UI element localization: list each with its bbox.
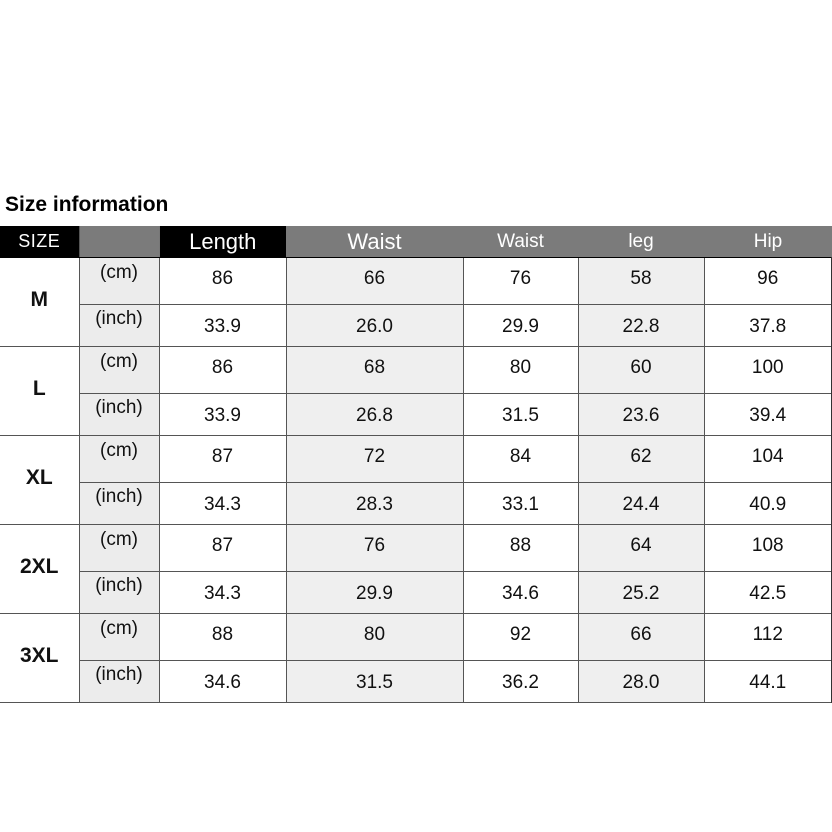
length-cm-value: 87: [159, 525, 286, 572]
size-table: [0, 226, 832, 703]
waist-inch-value: 31.5: [286, 661, 463, 703]
leg-cm-value: 64: [578, 525, 704, 572]
table-header-row: [0, 226, 832, 258]
waist-2-cm-value: 76: [463, 258, 578, 305]
length-inch-value: 33.9: [159, 394, 286, 436]
waist-inch-value: 26.8: [286, 394, 463, 436]
hip-column-header: Hip: [704, 226, 832, 258]
table-row: [0, 661, 832, 703]
size-label: 2XL: [0, 525, 79, 614]
hip-cm-value: 100: [704, 347, 832, 394]
hip-inch-value: 42.5: [704, 572, 832, 614]
leg-inch-value: 25.2: [578, 572, 704, 614]
unit-label-inch: (inch): [79, 394, 159, 436]
waist-cm-value: 76: [286, 525, 463, 572]
leg-column-header: leg: [578, 226, 704, 258]
waist-column-header-2: Waist: [463, 226, 578, 258]
length-cm-value: 87: [159, 436, 286, 483]
hip-inch-value: 44.1: [704, 661, 832, 703]
hip-cm-value: 96: [704, 258, 832, 305]
size-label: XL: [0, 436, 79, 525]
length-inch-value: 34.6: [159, 661, 286, 703]
waist-inch-value: 29.9: [286, 572, 463, 614]
waist-2-inch-value: 36.2: [463, 661, 578, 703]
size-table-body: [0, 258, 832, 703]
hip-inch-value: 40.9: [704, 483, 832, 525]
table-row: [0, 483, 832, 525]
unit-label-cm: (cm): [79, 347, 159, 394]
table-row: [0, 394, 832, 436]
waist-inch-value: 26.0: [286, 305, 463, 347]
waist-cm-value: 68: [286, 347, 463, 394]
length-cm-value: 88: [159, 614, 286, 661]
table-row: [0, 572, 832, 614]
leg-cm-value: 62: [578, 436, 704, 483]
leg-cm-value: 58: [578, 258, 704, 305]
table-row: [0, 525, 832, 572]
size-label: 3XL: [0, 614, 79, 703]
waist-cm-value: 72: [286, 436, 463, 483]
waist-2-cm-value: 84: [463, 436, 578, 483]
leg-cm-value: 66: [578, 614, 704, 661]
hip-cm-value: 104: [704, 436, 832, 483]
table-row: [0, 614, 832, 661]
waist-2-inch-value: 33.1: [463, 483, 578, 525]
unit-column-header: [79, 226, 159, 258]
hip-cm-value: 108: [704, 525, 832, 572]
leg-cm-value: 60: [578, 347, 704, 394]
table-row: [0, 258, 832, 305]
unit-label-cm: (cm): [79, 436, 159, 483]
waist-2-cm-value: 92: [463, 614, 578, 661]
waist-column-header: Waist: [286, 226, 463, 258]
hip-inch-value: 37.8: [704, 305, 832, 347]
unit-label-inch: (inch): [79, 572, 159, 614]
leg-inch-value: 28.0: [578, 661, 704, 703]
table-row: [0, 347, 832, 394]
waist-inch-value: 28.3: [286, 483, 463, 525]
length-column-header: Length: [159, 226, 286, 258]
waist-cm-value: 80: [286, 614, 463, 661]
unit-label-cm: (cm): [79, 258, 159, 305]
length-cm-value: 86: [159, 258, 286, 305]
unit-label-inch: (inch): [79, 305, 159, 347]
size-label: L: [0, 347, 79, 436]
hip-inch-value: 39.4: [704, 394, 832, 436]
table-row: [0, 436, 832, 483]
waist-2-inch-value: 34.6: [463, 572, 578, 614]
unit-label-cm: (cm): [79, 614, 159, 661]
length-inch-value: 34.3: [159, 483, 286, 525]
waist-2-cm-value: 80: [463, 347, 578, 394]
leg-inch-value: 24.4: [578, 483, 704, 525]
waist-2-cm-value: 88: [463, 525, 578, 572]
length-cm-value: 86: [159, 347, 286, 394]
length-inch-value: 34.3: [159, 572, 286, 614]
unit-label-cm: (cm): [79, 525, 159, 572]
page-title: Size information: [5, 193, 169, 216]
waist-cm-value: 66: [286, 258, 463, 305]
waist-2-inch-value: 31.5: [463, 394, 578, 436]
leg-inch-value: 22.8: [578, 305, 704, 347]
unit-label-inch: (inch): [79, 483, 159, 525]
hip-cm-value: 112: [704, 614, 832, 661]
unit-label-inch: (inch): [79, 661, 159, 703]
size-label: M: [0, 258, 79, 347]
table-row: [0, 305, 832, 347]
length-inch-value: 33.9: [159, 305, 286, 347]
size-column-header: SIZE: [0, 226, 79, 258]
waist-2-inch-value: 29.9: [463, 305, 578, 347]
leg-inch-value: 23.6: [578, 394, 704, 436]
